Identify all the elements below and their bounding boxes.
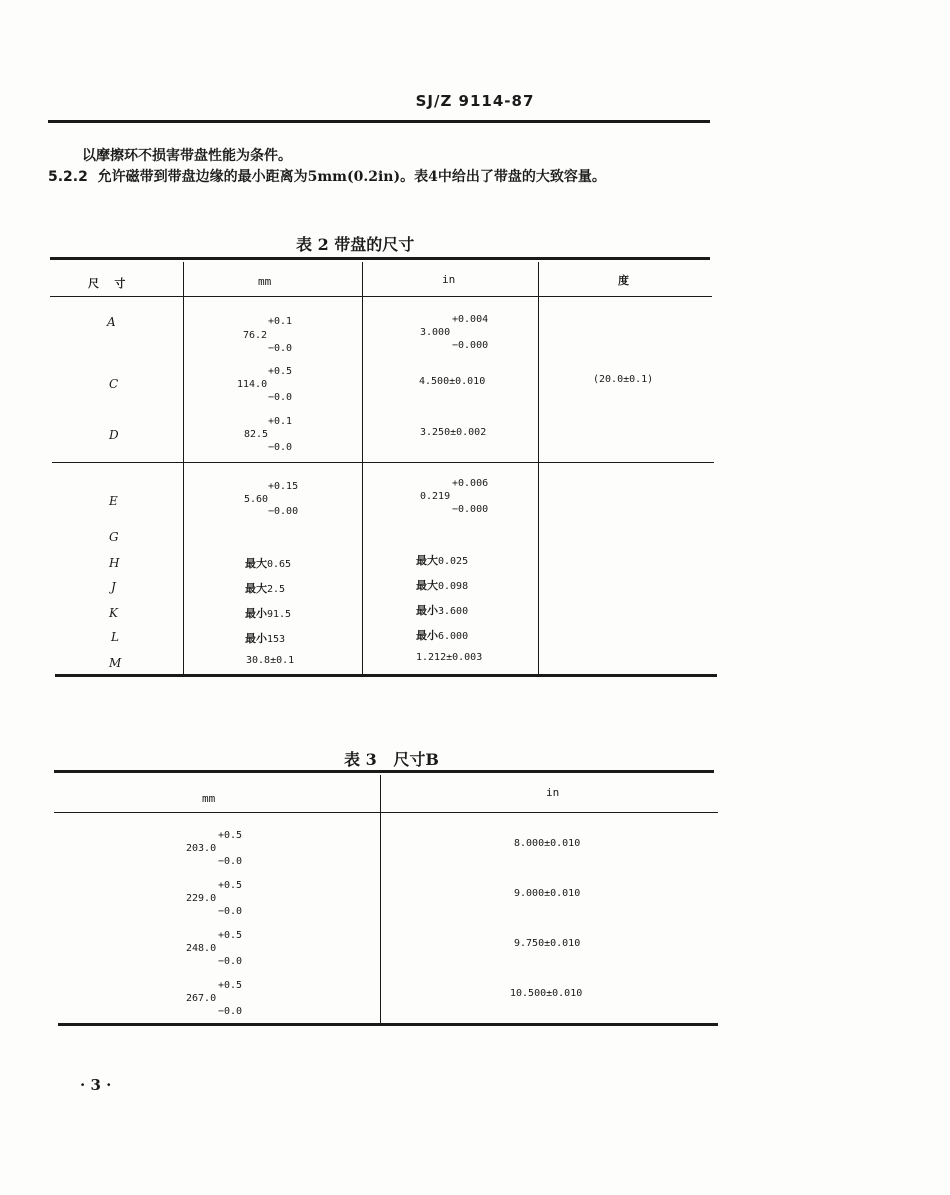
- mm-base: 5.60: [244, 494, 269, 505]
- header-rule: [48, 120, 710, 123]
- in-value: 8.000±0.010: [514, 838, 581, 849]
- row-label: H: [109, 556, 120, 570]
- mm-minus: −0.0: [268, 343, 293, 354]
- mm-plus: +0.5: [218, 830, 243, 841]
- mm-plus: +0.5: [218, 880, 243, 891]
- mm-minus: −0.0: [218, 1006, 243, 1017]
- body-line-2: [48, 166, 606, 186]
- mm-plus: +0.5: [218, 930, 243, 941]
- in-value: 4.500±0.010: [419, 376, 486, 387]
- mm-base: 76.2: [243, 330, 268, 341]
- mm-base: 248.0: [186, 943, 217, 954]
- in-base: 3.000: [420, 327, 451, 338]
- page-number: · 3 ·: [80, 1076, 112, 1094]
- mm-base: 82.5: [244, 429, 269, 440]
- value-prefix: 最大: [416, 554, 438, 567]
- value-number: 0.025: [438, 556, 469, 567]
- table2-header-dim: 尺 寸: [88, 277, 126, 290]
- value-number: 2.5: [267, 584, 286, 595]
- table3-bottom-rule: [58, 1023, 718, 1026]
- table3-header-rule: [54, 812, 718, 813]
- in-value: [416, 552, 468, 568]
- in-minus: −0.000: [452, 340, 489, 351]
- mm-value: [245, 555, 291, 571]
- in-minus: −0.000: [452, 504, 489, 515]
- mm-base: 203.0: [186, 843, 217, 854]
- value-number: 91.5: [267, 609, 292, 620]
- in-value: [416, 627, 468, 643]
- in-plus: +0.006: [452, 478, 489, 489]
- row-label: D: [109, 428, 119, 442]
- row-label: L: [111, 630, 119, 644]
- value-number: 0.098: [438, 581, 469, 592]
- section-number: 5.2.2: [48, 169, 88, 185]
- mm-value: [245, 630, 285, 646]
- mm-minus: −0.0: [218, 906, 243, 917]
- table3-caption: 表 3 尺寸B: [344, 750, 439, 769]
- table2-col-divider-3: [538, 262, 539, 674]
- row-label: E: [109, 494, 118, 508]
- section-text: 允许磁带到带盘边缘的最小距离为5mm(0.2in)。表4中给出了带盘的大致容量。: [97, 169, 606, 185]
- table2-header-mm: mm: [258, 275, 272, 288]
- in-value: 3.250±0.002: [420, 427, 487, 438]
- in-value: [416, 602, 468, 618]
- value-number: 153: [267, 634, 286, 645]
- table3-top-rule: [54, 770, 714, 773]
- value-number: 3.600: [438, 606, 469, 617]
- body-line-1: 以摩擦环不损害带盘性能为条件。: [82, 148, 292, 164]
- mm-base: 114.0: [237, 379, 268, 390]
- value-prefix: 最小: [416, 604, 438, 617]
- table2-group-rule: [52, 462, 714, 463]
- value-number: 0.65: [267, 559, 292, 570]
- table3-header-in: in: [546, 786, 560, 799]
- degree-value: (20.0±0.1): [593, 374, 654, 385]
- value-prefix: 最大: [416, 579, 438, 592]
- mm-plus: +0.1: [268, 416, 293, 427]
- mm-plus: +0.1: [268, 316, 293, 327]
- in-value: 9.000±0.010: [514, 888, 581, 899]
- mm-base: 267.0: [186, 993, 217, 1004]
- table2-header-rule: [50, 296, 712, 297]
- mm-minus: −0.0: [268, 442, 293, 453]
- in-value: 10.500±0.010: [510, 988, 583, 999]
- mm-value: [245, 580, 285, 596]
- mm-value: [245, 605, 291, 621]
- mm-minus: −0.0: [218, 956, 243, 967]
- in-plus: +0.004: [452, 314, 489, 325]
- table3-col-divider: [380, 775, 381, 1023]
- mm-plus: +0.15: [268, 481, 299, 492]
- value-prefix: 最小: [416, 629, 438, 642]
- document-header: SJ/Z 9114-87: [415, 92, 535, 110]
- row-label: C: [109, 377, 119, 391]
- table2-caption: 表 2 带盘的尺寸: [296, 235, 415, 254]
- table2-col-divider-1: [183, 262, 184, 674]
- in-value: 9.750±0.010: [514, 938, 581, 949]
- in-base: 0.219: [420, 491, 451, 502]
- row-label: A: [107, 315, 116, 329]
- row-label: J: [111, 580, 116, 594]
- value-prefix: 最小: [245, 607, 267, 620]
- mm-plus: +0.5: [268, 366, 293, 377]
- table2-bottom-rule: [55, 674, 717, 677]
- mm-value: 30.8±0.1: [246, 655, 295, 666]
- in-value: 1.212±0.003: [416, 652, 483, 663]
- table2-top-rule: [50, 257, 710, 260]
- row-label: M: [109, 656, 122, 670]
- value-prefix: 最大: [245, 582, 267, 595]
- mm-minus: −0.0: [268, 392, 293, 403]
- mm-minus: −0.0: [218, 856, 243, 867]
- table3-header-mm: mm: [202, 792, 216, 805]
- value-number: 6.000: [438, 631, 469, 642]
- row-label: K: [109, 606, 118, 620]
- value-prefix: 最小: [245, 632, 267, 645]
- mm-plus: +0.5: [218, 980, 243, 991]
- value-prefix: 最大: [245, 557, 267, 570]
- mm-minus: −0.00: [268, 506, 299, 517]
- row-label: G: [109, 530, 119, 544]
- table2-header-deg: 度: [618, 274, 629, 287]
- table2-col-divider-2: [362, 262, 363, 674]
- table2-header-in: in: [442, 273, 456, 286]
- mm-base: 229.0: [186, 893, 217, 904]
- in-value: [416, 577, 468, 593]
